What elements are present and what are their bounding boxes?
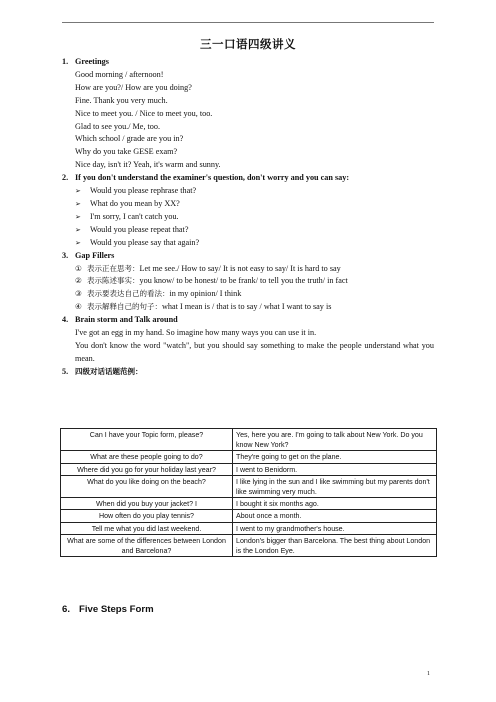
table-row (61, 522, 437, 534)
table-row (61, 451, 437, 463)
greeting-line: Glad to see you./ Me, too. (75, 121, 161, 131)
greeting-line: Which school / grade are you in? (75, 134, 184, 144)
topic-dialogue-table (60, 428, 437, 557)
answer-cell: I bought it six months ago. (233, 498, 437, 510)
question-cell: When did you buy your jacket? I (61, 498, 233, 510)
arrowhead-bullet-icon: ➢ (75, 212, 81, 221)
table-row (61, 429, 437, 451)
table-row (61, 510, 437, 522)
list-item: ➢ I'm sorry, I can't catch you. (62, 211, 434, 224)
list-item: ② 表示陈述事实：you know/ to be honest/ to be frank/ to tell you the truth/ in fact (75, 276, 348, 286)
answer-cell: They're going to get on the plane. (233, 451, 437, 463)
list-item: ➢ Would you please rephrase that? (62, 185, 434, 198)
section-heading-greetings: 1. Greetings (62, 57, 109, 66)
arrowhead-bullet-icon: ➢ (75, 225, 81, 234)
header-rule (62, 22, 434, 23)
answer-cell: Yes, here you are. I'm going to talk about New York. Do you know New York? (233, 429, 437, 451)
greeting-line: Nice day, isn't it? Yeah, it's warm and sunny. (75, 160, 221, 170)
list-item: ➢ Would you please say that again? (62, 237, 434, 250)
greeting-line: Good morning / afternoon! (75, 69, 164, 79)
list-item: ① 表示正在思考：Let me see./ How to say/ It is not easy to say/ It is hard to say (75, 263, 341, 273)
table-row (61, 498, 437, 510)
arrowhead-bullet-icon: ➢ (75, 187, 81, 196)
answer-cell: I like lying in the sun and I like swimming but my parents don't like swimming very much. (233, 475, 437, 497)
page-number: 1 (427, 671, 430, 677)
section-heading-five-steps: 6. Five Steps Form (62, 604, 154, 615)
section-heading-clarification: 2. If you don't understand the examiner's question, don't worry and you can say: (62, 173, 350, 183)
question-cell: Tell me what you did last weekend. (61, 522, 233, 534)
table-row (61, 463, 437, 475)
question-cell: What are these people going to do? (61, 451, 233, 463)
greeting-line: Fine. Thank you very much. (75, 95, 168, 105)
question-cell: What are some of the differences between London and Barcelona? (61, 534, 233, 556)
greeting-line: How are you?/ How are you doing? (75, 82, 192, 92)
question-cell: Can I have your Topic form, please? (61, 429, 233, 451)
list-item: ➢ What do you mean by XX? (62, 198, 434, 211)
answer-cell: I went to my grandmother's house. (233, 522, 437, 534)
list-item: ④ 表示解释自己的句子：what I mean is / that is to say / what I want to say is (75, 302, 332, 312)
arrowhead-bullet-icon: ➢ (75, 199, 81, 208)
section-heading-gap-fillers: 3. Gap Fillers (62, 250, 115, 260)
greeting-line: Nice to meet you. / Nice to meet you, too. (75, 108, 213, 118)
greeting-line: Why do you take GESE exam? (75, 147, 178, 157)
question-cell: Where did you go for your holiday last year? (61, 463, 233, 475)
question-cell: How often do you play tennis? (61, 510, 233, 522)
paragraph: You don't know the word "watch", but you should say something to make the people understand what you mean. (75, 340, 434, 363)
question-cell: What do you like doing on the beach? (61, 475, 233, 497)
paragraph-line: I've got an egg in my hand. So imagine how many ways you can use it in. (75, 328, 317, 338)
answer-cell: I went to Benidorm. (233, 463, 437, 475)
section-heading-topic-examples: 5. 四级对话话题范例： (62, 366, 143, 376)
list-item: ➢ Would you please repeat that? (62, 224, 434, 237)
answer-cell: London's bigger than Barcelona. The best thing about London is the London Eye. (233, 534, 437, 556)
answer-cell: About once a month. (233, 510, 437, 522)
table-row (61, 534, 437, 556)
table-row (61, 475, 437, 497)
document-body (62, 56, 434, 379)
section-heading-brainstorm: 4. Brain storm and Talk around (62, 315, 178, 325)
arrowhead-bullet-icon: ➢ (75, 238, 81, 247)
list-item: ③ 表示要表达自己的看法：in my opinion/ I think (75, 289, 242, 299)
document-title: 三一口语四级讲义 (200, 37, 296, 51)
